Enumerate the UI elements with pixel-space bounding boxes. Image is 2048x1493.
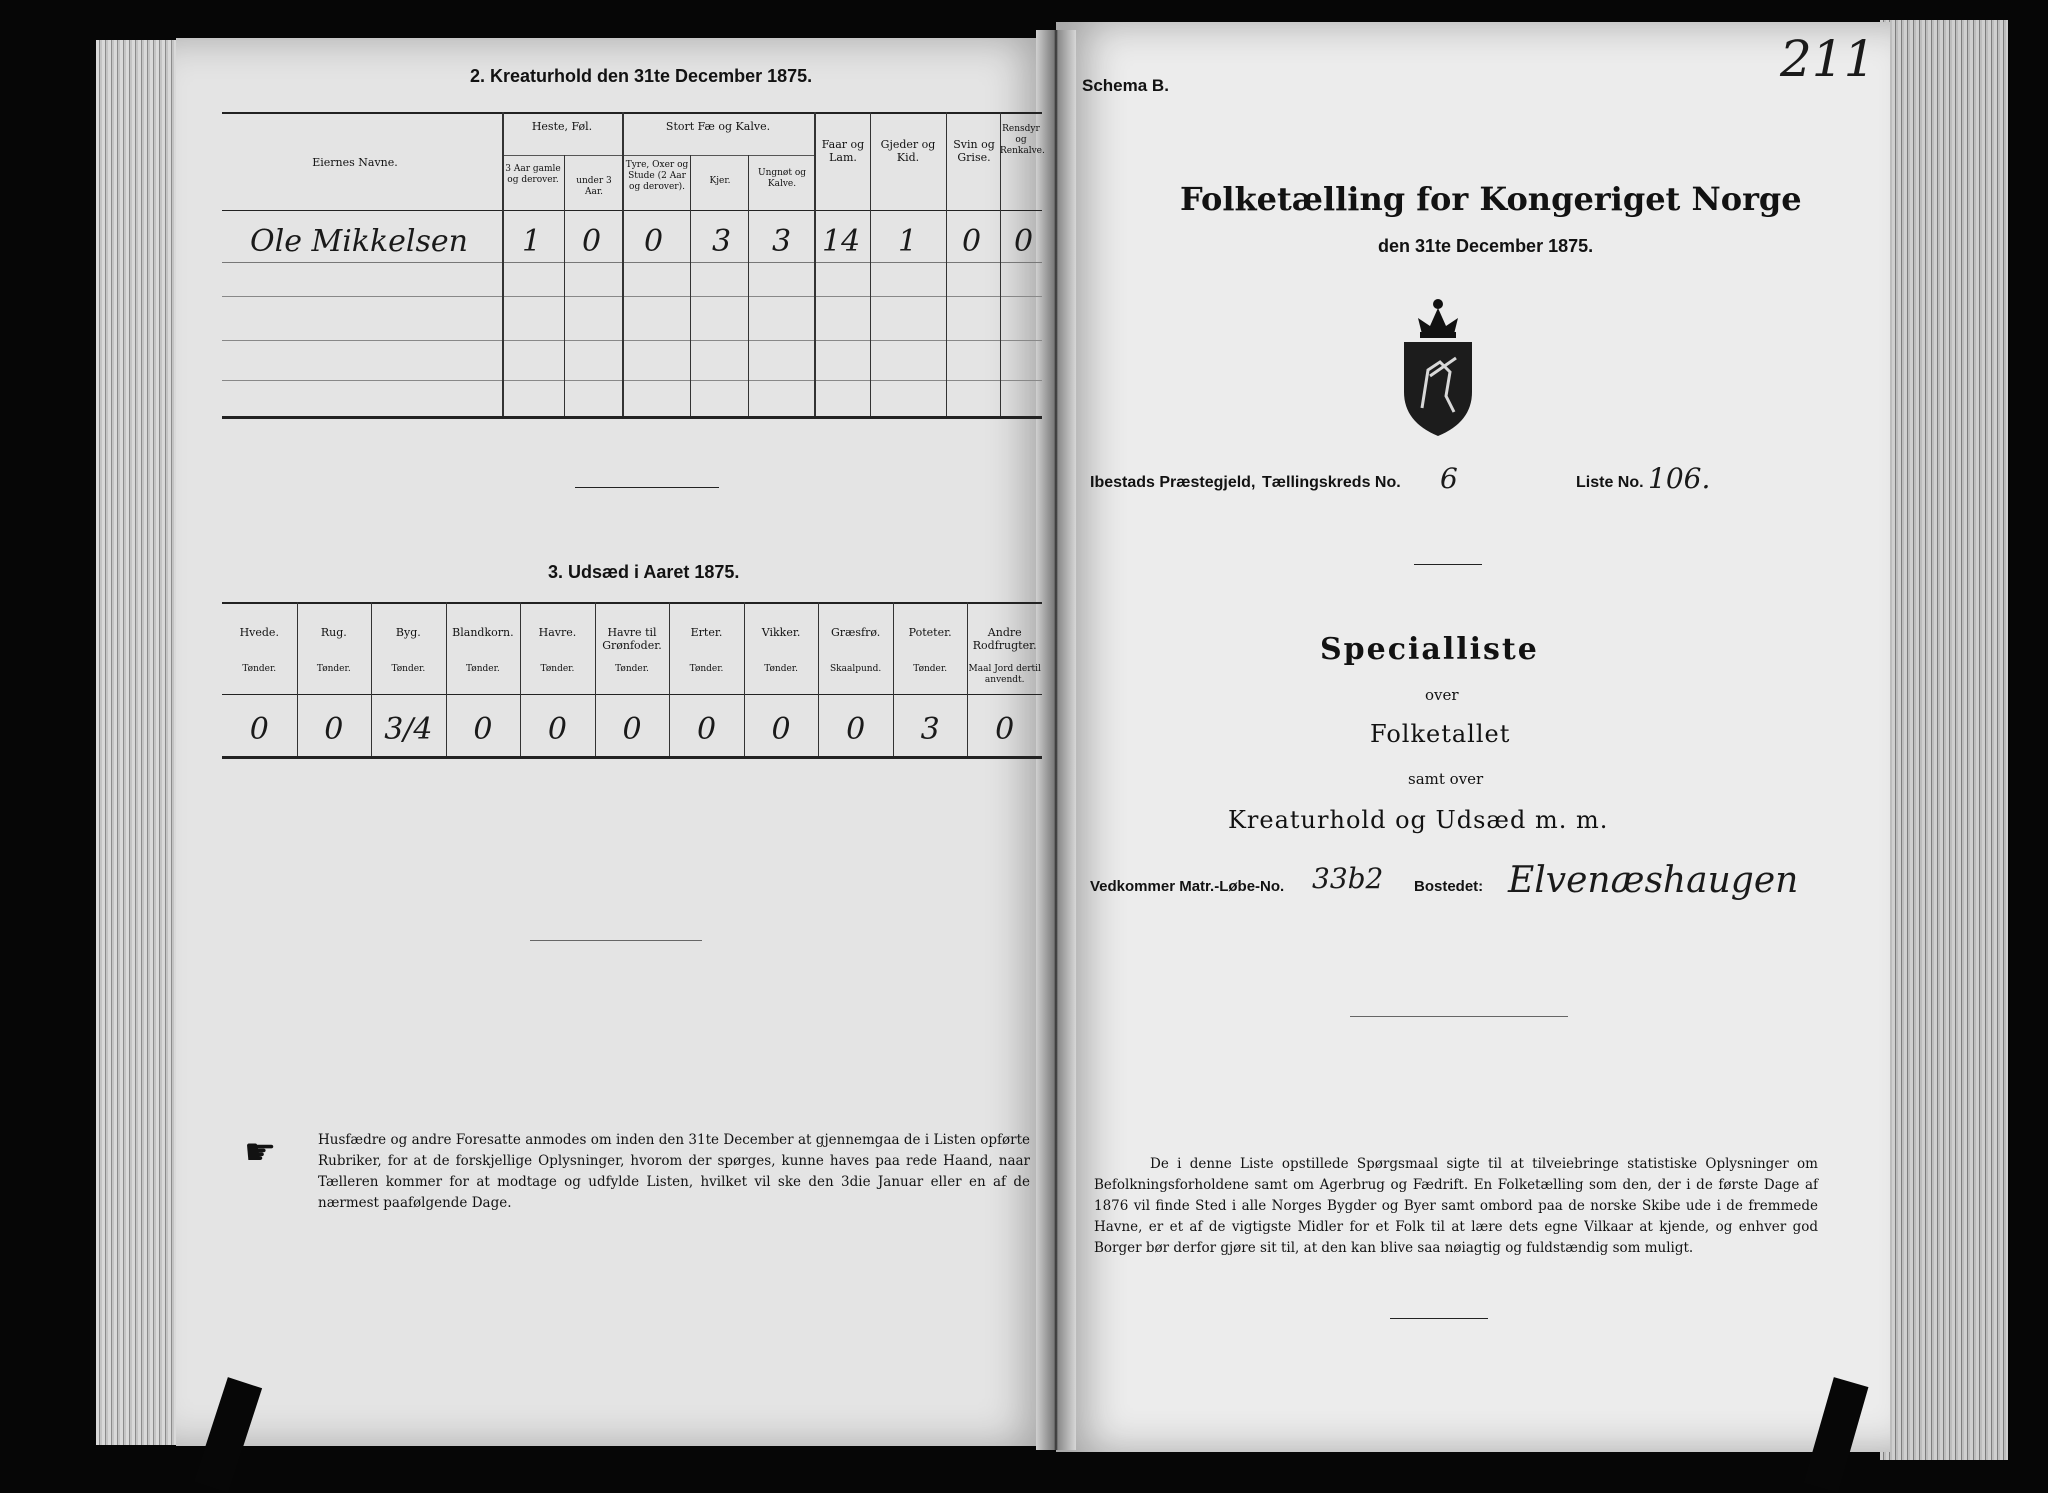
district-label: Tællingskreds No. bbox=[1262, 474, 1401, 491]
col-divider bbox=[748, 155, 749, 416]
horses-old-value: 1 bbox=[522, 224, 542, 259]
sowing-value: 0 bbox=[249, 712, 269, 747]
page-number: 211 bbox=[1780, 30, 1876, 88]
pigs-value: 0 bbox=[962, 224, 982, 259]
sowing-unit: Tønder. bbox=[689, 664, 724, 674]
list-label: Liste No. bbox=[1576, 474, 1644, 491]
sowing-unit: Tønder. bbox=[764, 664, 798, 674]
sowing-value: 0 bbox=[324, 712, 344, 747]
book-gutter bbox=[1036, 30, 1076, 1450]
parish-label: Ibestads Præstegjeld, bbox=[1090, 474, 1256, 491]
sowing-value: 0 bbox=[696, 712, 717, 747]
col-divider bbox=[690, 155, 691, 416]
horses-young-value: 0 bbox=[582, 224, 602, 259]
sowing-header: Andre Rodfrugter. bbox=[972, 626, 1037, 652]
divider-rule bbox=[530, 940, 702, 941]
sowing-value: 0 bbox=[846, 712, 866, 747]
sowing-unit: Maal Jord dertil anvendt. bbox=[968, 664, 1041, 685]
sowing-unit: Skaalpund. bbox=[830, 664, 882, 674]
list-number: 106. bbox=[1648, 462, 1711, 495]
reindeer-header: Rensdyr og Renkalve. bbox=[1000, 124, 1045, 156]
sowing-header: Vikker. bbox=[761, 626, 801, 639]
row-line bbox=[222, 340, 1042, 341]
notice-left: Husfædre og andre Foresatte anmodes om inden den 31te December at gjennemgaa de i Listen opførte Rubriker, for at de forskjellige Oplysninger, hvorom der spørges, kunne haves paa rede Haand, naar Tælleren kommer for at modtage og udfylde Listen, hvilket vil ske den 3die Januar eller en af de nærmest paafølgende Dage. bbox=[318, 1132, 1030, 1211]
sowing-value: 0 bbox=[622, 712, 642, 747]
sowing-unit: Tønder. bbox=[615, 664, 649, 674]
owner-name: Ole Mikkelsen bbox=[250, 224, 468, 259]
sowing-value: 3 bbox=[920, 712, 940, 747]
sowing-unit: Tønder. bbox=[540, 664, 575, 674]
col-divider bbox=[1000, 112, 1001, 416]
sowing-unit: Tønder. bbox=[316, 664, 351, 674]
pigs-header: Svin og Grise. bbox=[953, 138, 995, 164]
matr-label: Vedkommer Matr.-Løbe-No. bbox=[1090, 878, 1285, 895]
livestock-table-bottom bbox=[222, 416, 1042, 419]
col-owner-header: Eiernes Navne. bbox=[312, 156, 398, 169]
horses-young-header: under 3 Aar. bbox=[576, 176, 612, 197]
bulls-value: 0 bbox=[644, 224, 664, 259]
special-over: over bbox=[1425, 686, 1459, 704]
coat-of-arms-icon bbox=[1400, 296, 1476, 438]
livestock-title: 2. Kreaturhold den 31te December 1875. bbox=[470, 66, 813, 86]
sowing-header: Poteter. bbox=[908, 626, 952, 639]
sowing-table-top bbox=[222, 602, 1042, 604]
young-cattle-header: Ungnøt og Kalve. bbox=[757, 168, 806, 189]
sowing-value: 3/4 bbox=[384, 712, 433, 747]
sheep-header: Faar og Lam. bbox=[821, 138, 865, 164]
row-line bbox=[222, 262, 1042, 263]
col-divider bbox=[622, 112, 624, 416]
divider-rule bbox=[1390, 1318, 1488, 1319]
title-date: den 31te December 1875. bbox=[1378, 236, 1594, 256]
sowing-value: 0 bbox=[473, 712, 493, 747]
row-line bbox=[222, 296, 1042, 297]
horses-group-header: Heste, Føl. bbox=[531, 120, 593, 133]
special-title: Specialliste bbox=[1320, 632, 1539, 667]
sowing-header: Havre. bbox=[538, 626, 577, 639]
horses-old-header: 3 Aar gamle og derover. bbox=[505, 164, 561, 185]
sowing-value: 0 bbox=[547, 712, 567, 747]
sowing-header: Byg. bbox=[395, 626, 421, 639]
special-samt-over: samt over bbox=[1408, 770, 1484, 788]
cows-header: Kjer. bbox=[709, 176, 731, 186]
livestock-header-bottom bbox=[222, 210, 1042, 211]
col-divider bbox=[814, 112, 816, 416]
sowing-table-bottom bbox=[222, 756, 1042, 759]
goats-value: 1 bbox=[898, 224, 918, 259]
sowing-value: 0 bbox=[771, 712, 791, 747]
divider-rule bbox=[575, 487, 719, 488]
sheep-value: 14 bbox=[822, 224, 861, 259]
sowing-header: Rug. bbox=[320, 626, 347, 639]
livestock-table-top bbox=[222, 112, 1042, 114]
cows-value: 3 bbox=[712, 224, 732, 259]
main-title: Folketælling for Kongeriget Norge bbox=[1180, 180, 1802, 218]
horses-subheader-line bbox=[502, 155, 622, 156]
bulls-header: Tyre, Oxer og Stude (2 Aar og derover). bbox=[625, 160, 689, 192]
col-divider bbox=[502, 112, 504, 416]
cattle-group-header: Stort Fæ og Kalve. bbox=[665, 120, 771, 133]
sowing-title: 3. Udsæd i Aaret 1875. bbox=[548, 562, 740, 582]
notice-right: De i denne Liste opstillede Spørgsmaal sigte til at tilveiebringe statistiske Oplysninger om Befolkningsforholdene samt om Agerbrug og Fædrift. En Folketælling som den, der i de første Dage af 1876 vil finde Sted i alle Norges Bygder og Byer samt ombord paa de norske Skibe ude i de fremmede Havne, er et af de vigtigste Midler for et Folk til at lære dets egne Vilkaar at kjende, og enhver god Borger bør derfor gjøre sit til, at den kan blive saa nøiagtig og fuldstændig som muligt. bbox=[1094, 1156, 1818, 1256]
bosted-label: Bostedet: bbox=[1414, 878, 1484, 895]
reindeer-value: 0 bbox=[1014, 224, 1034, 259]
col-divider bbox=[946, 112, 947, 416]
pointing-hand-icon: ☛ bbox=[244, 1132, 277, 1173]
bosted-value: Elvenæshaugen bbox=[1508, 860, 1799, 901]
goats-header: Gjeder og Kid. bbox=[880, 138, 936, 164]
sowing-value: 0 bbox=[995, 712, 1015, 747]
matr-number: 33b2 bbox=[1312, 862, 1384, 895]
right-page-stack bbox=[1880, 20, 2008, 1460]
sowing-header: Erter. bbox=[690, 626, 723, 639]
sowing-unit: Tønder. bbox=[242, 664, 277, 674]
row-line bbox=[222, 380, 1042, 381]
sowing-header: Græsfrø. bbox=[830, 626, 881, 639]
sowing-unit: Tønder. bbox=[466, 664, 500, 674]
sowing-header: Hvede. bbox=[239, 626, 279, 639]
district-number: 6 bbox=[1440, 462, 1458, 495]
col-divider bbox=[870, 112, 871, 416]
young-cattle-value: 3 bbox=[772, 224, 792, 259]
sowing-unit: Tønder. bbox=[391, 664, 426, 674]
divider-rule bbox=[1350, 1016, 1568, 1017]
col-divider bbox=[564, 155, 565, 416]
divider-rule bbox=[1414, 564, 1482, 565]
sowing-unit: Tønder. bbox=[913, 664, 948, 674]
sowing-header: Havre til Grønfoder. bbox=[602, 626, 662, 652]
special-kreaturhold: Kreaturhold og Udsæd m. m. bbox=[1228, 806, 1609, 834]
cattle-subheader-line bbox=[622, 155, 814, 156]
schema-label: Schema B. bbox=[1082, 76, 1169, 95]
special-folketallet: Folketallet bbox=[1370, 720, 1511, 748]
sowing-header: Blandkorn. bbox=[452, 626, 514, 639]
sowing-header-bottom bbox=[222, 694, 1042, 695]
